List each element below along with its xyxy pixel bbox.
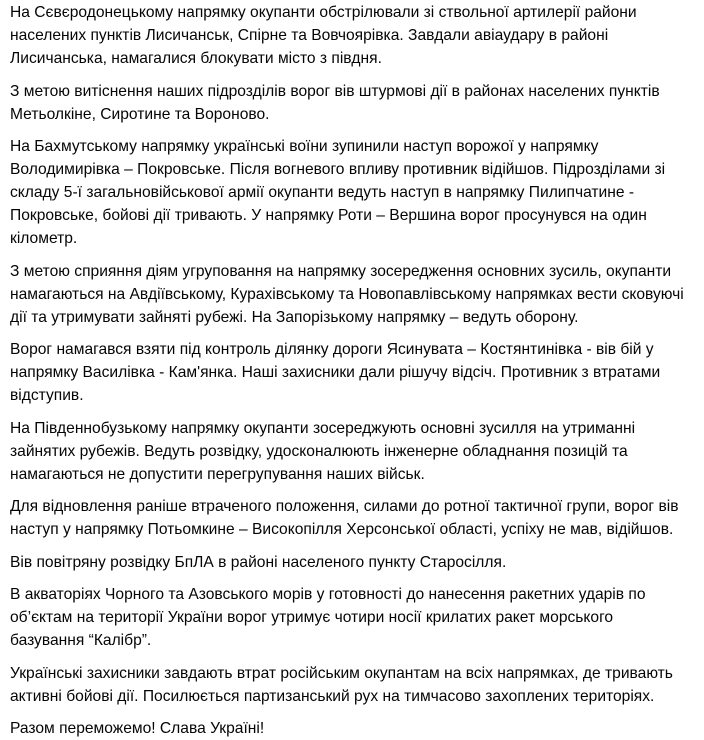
text-line: На Сєвєродонецькому напрямку окупанти обстрілювали зі ствольної артилерії райони	[10, 4, 637, 21]
paragraph	[10, 551, 704, 574]
text-line: Покровське, бойові дії тривають. У напрямку Роти – Вершина ворог просунувся на один	[10, 207, 647, 224]
text-line: Разом переможемо! Слава Україні!	[10, 720, 265, 737]
text-line: На Бахмутському напрямку українські воїни зупинили наступ ворожої у напрямку	[10, 138, 599, 155]
text-line: На Південнобузькому напрямку окупанти зосереджують основні зусилля на утриманні	[10, 419, 636, 437]
text-line: Ворог намагався взяти під контроль ділянку дороги Ясинувата – Костянтинівка - вів бій у	[10, 341, 654, 358]
text-line: об’єктам на території України ворог утримує чотири носії крилатих ракет морського	[10, 609, 614, 626]
paragraph	[10, 583, 704, 652]
text-line: З метою сприяння діям угруповання на напрямку зосередження основних зусиль, окупанти	[10, 262, 672, 280]
text-line: складу 5-ї загальновійськової армії окупанти ведуть наступ в напрямку Пилипчатине -	[10, 184, 635, 201]
text-line: населених пунктів Лисичанськ, Спірне та Вовчоярівка. Завдали авіаудару в районі	[10, 27, 609, 44]
text-line: Для відновлення раніше втраченого положення, силами до ротної тактичної групи, ворог вів	[10, 498, 679, 515]
text-line: Метьолкіне, Сиротине та Вороново.	[10, 105, 270, 123]
text-line: З метою витіснення наших підрозділів ворог вів штурмові дії в районах населених пунктів	[10, 82, 660, 100]
text-line: В акваторіях Чорного та Азовського морів у готовності до нанесення ракетних ударів по	[10, 586, 646, 603]
text-line: зайнятих рубежів. Ведуть розвідку, удосконалюють інженерне обладнання позицій та	[10, 442, 628, 460]
paragraph	[10, 260, 704, 329]
paragraph	[10, 135, 704, 250]
text-line: Володимирівка – Покровське. Після вогневого впливу противник відійшов. Підрозділами зі	[10, 161, 666, 178]
text-line: Українські захисники завдають втрат російським окупантам на всіх напрямках, де тривають	[10, 664, 673, 682]
text-line: активні бойові дії. Посилюється партизанський рух на тимчасово захоплених територіях.	[10, 687, 655, 705]
text-line: дії та утримувати зайняті рубежі. На Запорізькому напрямку – ведуть оборону.	[10, 308, 579, 326]
text-line: намагаються на Авдіївському, Курахівському та Новопавлівському напрямках вести сковуючі	[10, 285, 684, 303]
paragraph	[10, 417, 704, 486]
paragraph	[10, 662, 704, 708]
text-line: наступ у напрямку Потьомкине – Високопілля Херсонської області, успіху не мав, відійшов.	[10, 521, 674, 538]
text-line: намагаються не допустити перегрупування наших військ.	[10, 465, 425, 483]
text-line: відступив.	[10, 387, 84, 404]
text-line: базування “Калібр”.	[10, 632, 152, 649]
paragraph	[10, 338, 704, 407]
paragraph	[10, 495, 704, 541]
paragraph	[10, 717, 704, 740]
paragraph	[10, 1, 704, 70]
text-line: Лисичанська, намагалися блокувати місто з півдня.	[10, 50, 382, 67]
text-line: кілометр.	[10, 230, 78, 247]
paragraph	[10, 80, 704, 126]
text-line: напрямку Василівка - Кам'янка. Наші захисники дали рішучу відсіч. Противник з втратами	[10, 364, 661, 381]
text-line: Вів повітряну розвідку БпЛА в районі населеного пункту Старосілля.	[10, 553, 507, 571]
